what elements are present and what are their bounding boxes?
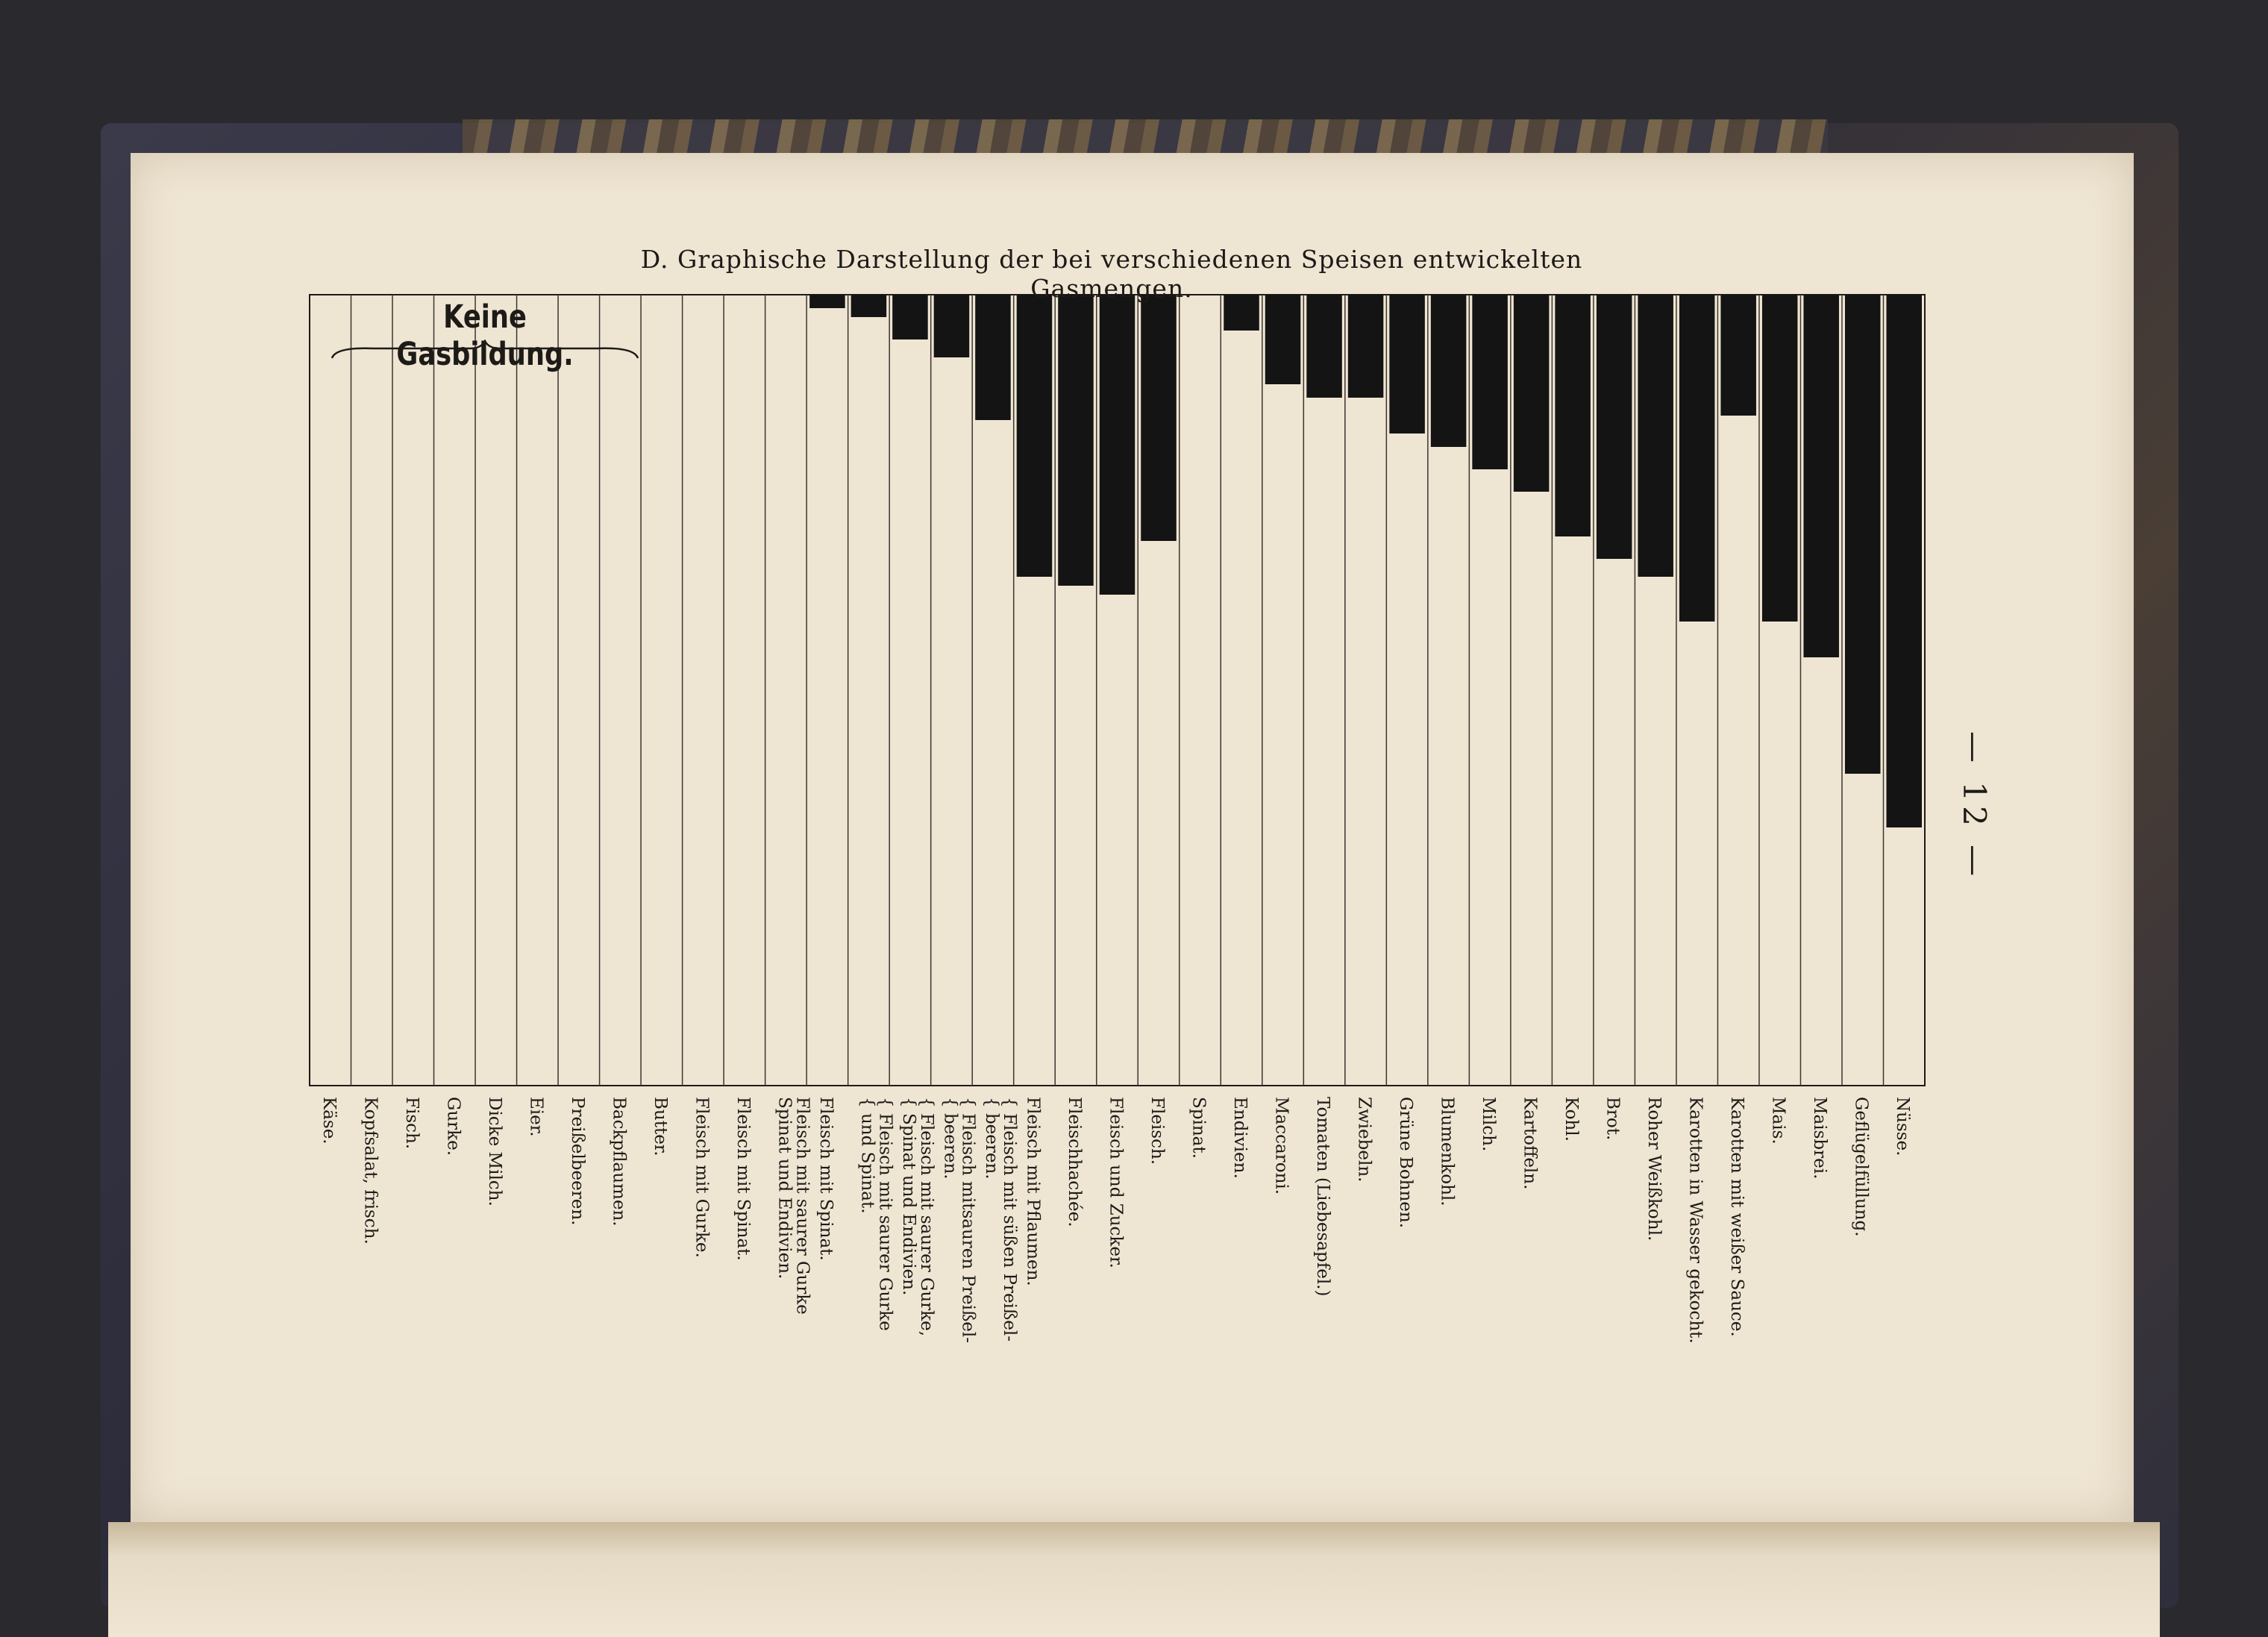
category-label: Geflügelfüllung.: [1851, 1097, 1871, 1237]
category-label: Spinat.: [1188, 1097, 1209, 1159]
category-label: Fleisch mit saurer Gurke Spinat und Endivien.: [774, 1097, 812, 1315]
bar: [1431, 295, 1467, 447]
no-gas-group-label: Keine Gasbildung.: [396, 298, 574, 373]
category-label: Mais.: [1768, 1097, 1788, 1145]
category-label: Nüsse.: [1893, 1097, 1913, 1156]
bar: [1762, 295, 1798, 622]
category-label: { Fleisch mit süßen Preißel- { beeren.: [981, 1097, 1019, 1342]
chart-title: D. Graphische Darstellung der bei verschiedenen Speisen entwickelten Gasmengen.: [640, 245, 1583, 303]
category-label: Endivien.: [1230, 1097, 1250, 1179]
category-label: Zwiebeln.: [1354, 1097, 1374, 1183]
bar: [1389, 295, 1425, 433]
bar: [1514, 295, 1550, 492]
category-label: Fleisch mit Gurke.: [692, 1097, 712, 1258]
bar: [1679, 295, 1715, 622]
bar: [975, 295, 1011, 420]
category-label: Backpflaumen.: [609, 1097, 629, 1227]
bar: [1141, 295, 1177, 541]
bar: [1845, 295, 1881, 774]
category-label: Eier.: [526, 1097, 546, 1137]
bar: [1265, 295, 1301, 384]
bar: [1803, 295, 1839, 657]
category-label: Fleisch mit Spinat.: [733, 1097, 753, 1261]
category-label: Karotten in Wasser gekocht.: [1685, 1097, 1705, 1344]
bar: [1306, 295, 1342, 398]
bar: [1638, 295, 1673, 577]
category-label: Kopfsalat, frisch.: [360, 1097, 380, 1245]
category-label: Butter.: [650, 1097, 670, 1156]
category-label: Fleisch mit Spinat.: [815, 1097, 836, 1261]
category-label: Preißelbeeren.: [567, 1097, 587, 1226]
category-label: Fleisch.: [1147, 1097, 1167, 1165]
category-label: Milch.: [1479, 1097, 1499, 1152]
bar: [1058, 295, 1094, 586]
category-label: Karotten mit weißer Sauce.: [1727, 1097, 1747, 1337]
bar: [1886, 295, 1922, 827]
bar: [934, 295, 970, 357]
category-label: { Fleisch mit saurer Gurke, { Spinat und Endivien.: [898, 1097, 936, 1337]
category-label: Brot.: [1603, 1097, 1623, 1141]
category-label: Kohl.: [1561, 1097, 1582, 1142]
bar: [1348, 295, 1384, 398]
group-brace-icon: [328, 339, 642, 362]
page-number: — 12 —: [1956, 731, 1993, 881]
category-label: { Fleisch mit saurer Gurke { und Spinat.: [857, 1097, 895, 1331]
category-label: Grüne Bohnen.: [1396, 1097, 1416, 1229]
category-label: Käse.: [319, 1097, 339, 1145]
bar: [1017, 295, 1053, 577]
category-label: Dicke Milch.: [484, 1097, 504, 1206]
category-label: Fleisch mit Pflaumen.: [1023, 1097, 1043, 1286]
category-label: Fleischhachée.: [1064, 1097, 1084, 1227]
bar: [1555, 295, 1591, 536]
bar: [1720, 295, 1756, 416]
bar: [1597, 295, 1632, 559]
category-label: Maccaroni.: [1271, 1097, 1291, 1195]
category-label: Kartoffeln.: [1520, 1097, 1540, 1190]
bar: [1100, 295, 1135, 595]
category-label: Fisch.: [401, 1097, 422, 1150]
category-label: Roher Weißkohl.: [1644, 1097, 1664, 1242]
category-label: Tomaten (Liebesapfel.): [1313, 1097, 1333, 1297]
bar: [1472, 295, 1508, 469]
category-label: Gurke.: [443, 1097, 463, 1156]
category-label: Blumenkohl.: [1437, 1097, 1457, 1206]
category-label: Maisbrei.: [1810, 1097, 1830, 1180]
category-label: Fleisch und Zucker.: [1106, 1097, 1126, 1268]
category-label: { Fleisch mitsauren Preißel- { beeren.: [940, 1097, 978, 1344]
